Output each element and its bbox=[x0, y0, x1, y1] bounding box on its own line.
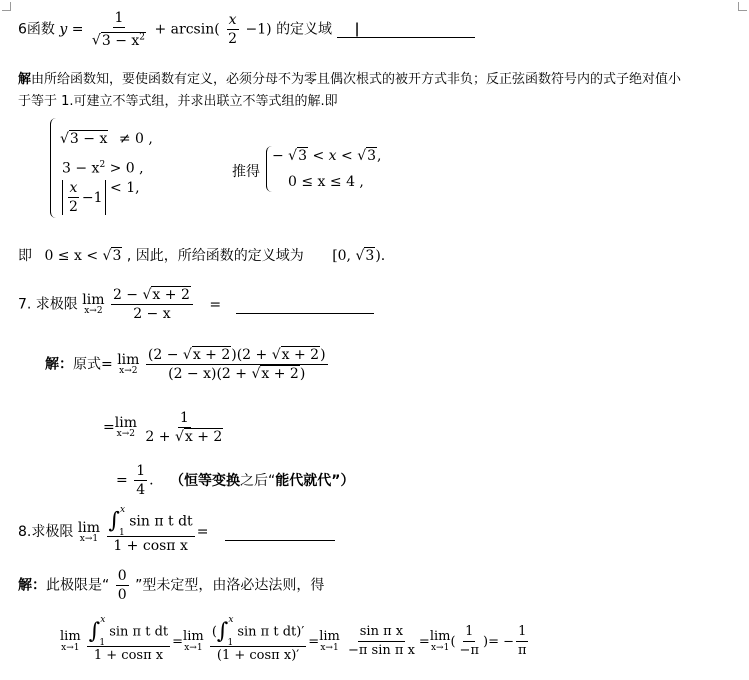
sol8-zero-den: 0 bbox=[117, 587, 127, 603]
q6-arc-den: 2 bbox=[228, 30, 238, 47]
sol7-note-b2: 能代就代 bbox=[275, 472, 332, 489]
q6-numerator: 1 bbox=[114, 10, 124, 26]
sol6-line1 bbox=[18, 68, 681, 87]
sol8-frac5 bbox=[516, 624, 529, 659]
sol8-frac2 bbox=[210, 615, 306, 664]
q8-fraction bbox=[107, 505, 195, 555]
sys1-c-tail: −1 bbox=[81, 189, 103, 206]
sol7-l2-eq: = bbox=[103, 419, 115, 436]
q8-answer-blank[interactable] bbox=[225, 524, 335, 541]
sol8-int-up: x bbox=[100, 615, 106, 625]
q6-fraction bbox=[90, 10, 148, 49]
sol7-frac1-den: (2 − x)(2 + √x + 2) bbox=[168, 366, 306, 382]
sol8-frac1 bbox=[87, 615, 170, 664]
sol8-lim1-text: lim bbox=[60, 629, 81, 645]
concl-dom-end: ). bbox=[375, 248, 386, 264]
sol7-frac2-num: 1 bbox=[179, 410, 189, 426]
sys1-a-tail: ≠ 0 , bbox=[118, 131, 153, 147]
sol8-lim2-sub: x→1 bbox=[184, 643, 203, 654]
q8-lim-text: lim bbox=[77, 519, 101, 536]
system1-row1: √3 − x ≠ 0 , bbox=[60, 131, 153, 147]
concl-pre: 即 bbox=[18, 248, 32, 264]
sol7-d-a: (2 − x)(2 + bbox=[168, 366, 248, 382]
q7-eq: = bbox=[209, 296, 222, 313]
question-6 bbox=[18, 10, 475, 49]
q7-num-rad: x + 2 bbox=[152, 287, 190, 303]
sol8-frac2-num bbox=[210, 615, 306, 648]
sol8-frac4-den: −π bbox=[459, 643, 479, 659]
sol8-f4-close: ) bbox=[482, 634, 489, 650]
sol7-frac3-num: 1 bbox=[136, 463, 146, 479]
sol7-note-mid: 之后“ bbox=[240, 472, 276, 489]
sol8-frac1-num bbox=[87, 615, 170, 648]
sol8-f2-a: ( bbox=[211, 624, 217, 640]
q8-num-body: sin π t dt bbox=[129, 513, 193, 530]
q8-lim-sub: x→1 bbox=[79, 533, 99, 544]
sol8-frac3-num: sin π x bbox=[358, 624, 405, 642]
sys2-r1: 3 bbox=[298, 148, 308, 164]
sol7-l3-eq: = bbox=[116, 472, 128, 489]
sol7-line1 bbox=[45, 347, 330, 382]
q7-lim-text: lim bbox=[82, 292, 105, 308]
q6-den-sup: 2 bbox=[139, 32, 146, 42]
q8-den: 1 + cosπ x bbox=[113, 538, 188, 555]
sol7-note-open: （ bbox=[170, 472, 185, 489]
integral-sign: ∫ bbox=[88, 618, 101, 644]
q7-answer-blank[interactable] bbox=[236, 297, 374, 314]
integral-sign: ∫ bbox=[108, 508, 120, 534]
sol6-conclusion: 即 0 ≤ x < √3 , 因此，所给函数的定义域为 [0, √3). bbox=[18, 248, 386, 264]
sol8-zero-num: 0 bbox=[117, 568, 127, 584]
q8-eq: = bbox=[196, 524, 209, 541]
sol7-lim1-sub: x→2 bbox=[119, 366, 138, 376]
sol8-f2-b: sin π t dt)′ bbox=[237, 624, 305, 640]
concl-r: 3 bbox=[112, 248, 122, 264]
sol8-f5-eq: = − bbox=[488, 634, 514, 650]
q6-prefix: 6函数 bbox=[18, 21, 55, 38]
sol7-frac1 bbox=[146, 347, 328, 382]
q6-y-eq: y = bbox=[59, 21, 84, 38]
sol7-n-b: )(2 + bbox=[231, 347, 268, 363]
sol7-frac2 bbox=[143, 410, 225, 445]
q7-fraction bbox=[111, 287, 193, 322]
system1-row3 bbox=[62, 180, 140, 215]
q8-int-up: x bbox=[119, 505, 126, 515]
question-8 bbox=[18, 505, 335, 555]
sol8-lim3-text: lim bbox=[319, 629, 340, 645]
q8-prefix: 8.求极限 bbox=[18, 524, 74, 541]
q6-arcsin-fraction bbox=[226, 12, 239, 47]
concl-ineq: 0 ≤ x < bbox=[44, 248, 99, 264]
concl-dom-r: 3 bbox=[365, 248, 375, 264]
infer-label: 推得 bbox=[232, 164, 260, 180]
sol8-label: 解： bbox=[18, 577, 46, 594]
sys1-b-sup: 2 bbox=[99, 160, 106, 170]
sys1-c-frac bbox=[67, 180, 80, 215]
sol7-orig: 原式= bbox=[73, 356, 113, 373]
q6-answer-blank[interactable] bbox=[337, 21, 475, 38]
sol8-int-lo: 1 bbox=[99, 637, 106, 648]
sol7-n-r2: x + 2 bbox=[281, 347, 320, 363]
concl-dom: [0, √3). bbox=[332, 248, 386, 264]
sol8-int2-lo: 1 bbox=[227, 637, 234, 648]
sol8-lim4-text: lim bbox=[429, 629, 451, 645]
q6-denominator: $√3 - x^2$ bbox=[91, 32, 146, 49]
sol7-lim2-text: lim bbox=[114, 415, 137, 431]
sol7-frac2-den: 2 + √x + 2 bbox=[145, 429, 223, 445]
sol7-n-c: ) bbox=[320, 347, 326, 363]
sol8-text-b: ”型未定型，由洛必达法则，得 bbox=[135, 577, 325, 594]
sol8-lim4-sub: x→1 bbox=[430, 643, 450, 654]
sol8-lim3-sub: x→1 bbox=[320, 643, 339, 654]
sol8-lim3 bbox=[319, 630, 340, 653]
sol7-l2-den-r: x + 2 bbox=[184, 429, 223, 445]
sol8-zero-frac bbox=[116, 568, 129, 603]
system1-brace bbox=[50, 118, 57, 218]
sol8-frac5-num: 1 bbox=[516, 624, 528, 642]
q6-arc-tail: −1) bbox=[245, 21, 272, 38]
sol8-frac4-num: 1 bbox=[463, 624, 475, 642]
sol8-eq1: = bbox=[172, 634, 184, 650]
q7-num: 2 − √x + 2 bbox=[111, 287, 193, 305]
sol7-n-a: (2 − bbox=[147, 347, 179, 363]
sys1-c-den: 2 bbox=[69, 199, 78, 215]
sys1-b: 3 − x bbox=[62, 160, 100, 177]
sys2-minus: − bbox=[272, 148, 284, 164]
sol7-lim2-sub: x→2 bbox=[116, 429, 136, 439]
sys2-r2: 3 bbox=[367, 148, 377, 164]
q6-den-text: 3 − x bbox=[101, 32, 140, 49]
sys1-b-tail: > 0 , bbox=[109, 160, 144, 177]
sol8-frac2-den: (1 + cosπ x)′ bbox=[216, 647, 300, 663]
sol7-line2 bbox=[103, 410, 227, 445]
sol8-f4-open: ( bbox=[450, 634, 456, 650]
sol7-frac3-den: 4 bbox=[136, 482, 146, 498]
sol7-line3 bbox=[116, 463, 354, 498]
sol8-frac5-den: π bbox=[517, 643, 527, 659]
sol8-lim1-sub: x→1 bbox=[61, 643, 80, 654]
sol6-line1-text: 由所给函数知，要使函数有定义，必须分母不为零且偶次根式的被开方式非负；反正弦函数符号内的式子绝对值小 bbox=[31, 72, 682, 87]
sol8-chain bbox=[60, 615, 531, 664]
sys1-c-num: x bbox=[69, 180, 78, 196]
sol7-l2-den-a: 2 + bbox=[145, 429, 171, 445]
sol8-eq3: = bbox=[418, 634, 430, 650]
sol8-frac3-den: −π sin π x bbox=[347, 643, 415, 659]
question-7 bbox=[18, 287, 374, 322]
sol6-line2: 于等于 1.可建立不等式组，并求出联立不等式组的解.即 bbox=[18, 94, 338, 109]
sol8-eq2: = bbox=[308, 634, 320, 650]
sol7-lim1 bbox=[117, 353, 139, 376]
sol7-d-b: ) bbox=[299, 366, 306, 382]
sol7-note bbox=[170, 473, 354, 489]
sol8-lim2-text: lim bbox=[183, 629, 204, 645]
sol7-frac1-num: (2 − √x + 2)(2 + √x + 2) bbox=[147, 347, 326, 363]
sol8-intro bbox=[18, 568, 324, 603]
sol8-frac1-den: 1 + cosπ x bbox=[93, 647, 164, 663]
sol7-lim2 bbox=[115, 416, 137, 439]
integral-sign: ∫ bbox=[216, 618, 229, 644]
sol8-f1-num: sin π t dt bbox=[109, 624, 169, 640]
q8-lim bbox=[78, 521, 100, 544]
sol7-lim1-text: lim bbox=[117, 352, 140, 368]
sol8-lim2 bbox=[183, 630, 204, 653]
sol7-note-b1: 恒等变换 bbox=[184, 472, 241, 489]
sol7-l3-dot: . bbox=[149, 472, 154, 489]
sys1-c-end: < 1, bbox=[110, 180, 140, 196]
concl-mid: , 因此，所给函数的定义域为 bbox=[126, 248, 304, 264]
sol8-frac4 bbox=[458, 624, 481, 659]
q7-prefix: 7. 求极限 bbox=[18, 296, 78, 313]
sys2-mid: < x < bbox=[312, 148, 353, 164]
system2-row1: − √3 < x < √3, bbox=[272, 148, 382, 164]
q6-arc-num: x bbox=[228, 11, 237, 28]
sol6-label: 解 bbox=[18, 72, 32, 87]
sol8-frac3 bbox=[346, 624, 417, 659]
system1-row2 bbox=[62, 160, 144, 177]
concl-dom-pre: [0, bbox=[332, 248, 352, 264]
q7-lim-sub: x→2 bbox=[84, 306, 103, 316]
sol7-frac3 bbox=[134, 463, 147, 498]
corner-mark-left bbox=[2, 2, 11, 11]
text-cursor: | bbox=[354, 21, 360, 38]
q8-num bbox=[107, 505, 195, 539]
q6-suffix: 的定义域 bbox=[276, 21, 333, 38]
sol7-label: 解： bbox=[45, 356, 73, 373]
sol7-n-r1: x + 2 bbox=[192, 347, 231, 363]
q8-int-lo: 1 bbox=[119, 528, 125, 539]
q6-arcsin: + arcsin( bbox=[154, 21, 220, 38]
system2-row2: 0 ≤ x ≤ 4 , bbox=[288, 174, 364, 190]
sol8-lim1 bbox=[60, 630, 81, 653]
sys1-a-rad: 3 − x bbox=[69, 131, 108, 147]
q7-num-pre: 2 − bbox=[112, 287, 139, 303]
sys2-a-end: , bbox=[377, 148, 382, 164]
sol8-int2-up: x bbox=[228, 615, 234, 625]
sol8-lim4 bbox=[430, 630, 451, 653]
sol8-text-a: 此极限是“ bbox=[46, 577, 110, 594]
q7-lim bbox=[82, 293, 104, 316]
q7-den: 2 − x bbox=[133, 306, 171, 322]
corner-mark-right bbox=[738, 2, 747, 11]
sol7-d-r: x + 2 bbox=[261, 366, 299, 382]
sol7-note-close: ”） bbox=[331, 472, 355, 489]
